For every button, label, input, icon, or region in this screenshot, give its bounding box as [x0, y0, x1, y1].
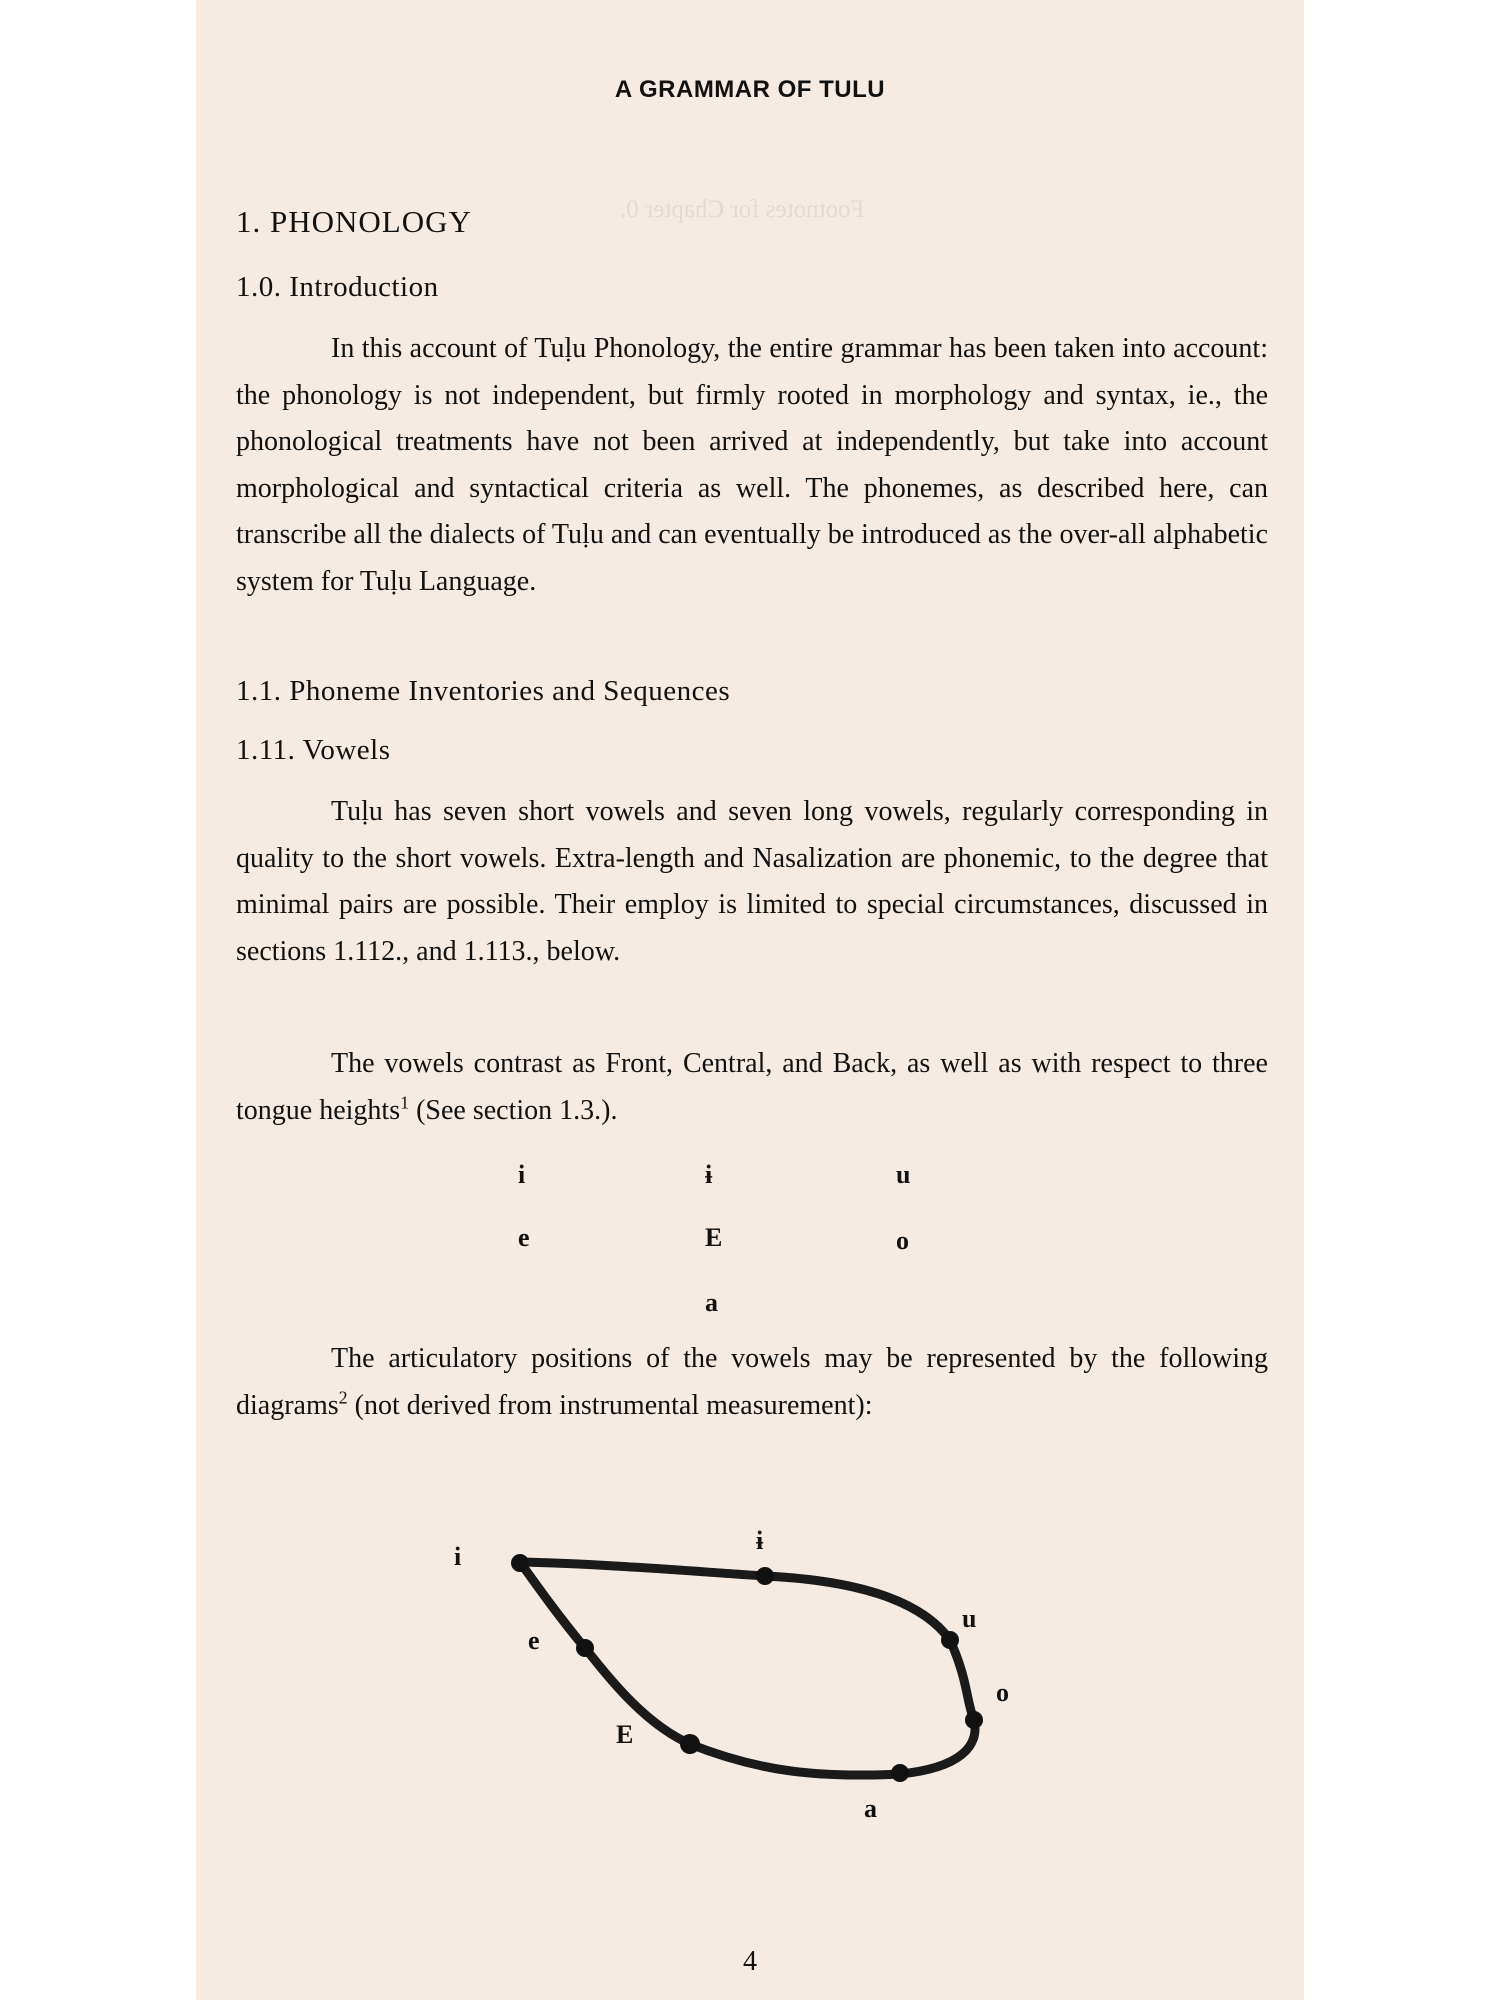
vowel-space-outline	[520, 1562, 975, 1775]
section-heading-inventories: 1.1. Phoneme Inventories and Sequences	[236, 675, 731, 707]
vowel-point-e	[576, 1639, 594, 1657]
diagram-label-e: e	[528, 1626, 540, 1655]
paragraph-vowels: Tuḷu has seven short vowels and seven long vowels, regularly corresponding in quality to the short vowels. Extra-length and Nasalization are phonemic, to the degree that minimal pairs are possible. Their employ is limited to special circumstances, discussed in sections 1.112., and 1.113., below.	[236, 796, 1268, 967]
vowel-central-mid: E	[705, 1223, 723, 1252]
footnote-mark-2: 2	[338, 1387, 348, 1408]
footnote-mark-1: 1	[400, 1092, 410, 1113]
vowel-front-high: i	[518, 1160, 526, 1189]
diagram-label-E: E	[616, 1720, 634, 1749]
contrast-text-after: (See section 1.3.).	[409, 1094, 618, 1126]
diagram-label-o: o	[996, 1678, 1009, 1707]
diagram-intro-text: The articulatory positions of the vowels may be represented by the following diagrams	[236, 1343, 1268, 1421]
vowel-point-u	[941, 1631, 959, 1649]
contrast-text: The vowels contrast as Front, Central, and Back, as well as with respect to three tongue heights	[236, 1048, 1268, 1126]
diagram-label-i: i	[454, 1542, 462, 1571]
vowel-point-central-high	[756, 1567, 774, 1585]
section-heading-vowels: 1.11. Vowels	[236, 734, 391, 766]
vowel-back-high: u	[896, 1160, 911, 1189]
diagram-intro-after: (not derived from instrumental measurement):	[347, 1389, 873, 1421]
vowel-point-a	[891, 1764, 909, 1782]
section-heading-introduction: 1.0. Introduction	[236, 271, 439, 303]
diagram-label-central-high: ɨ	[756, 1526, 764, 1555]
vowel-front-mid: e	[518, 1223, 530, 1252]
vowel-point-i	[511, 1554, 529, 1572]
diagram-label-a: a	[864, 1794, 877, 1823]
vowel-back-mid: o	[896, 1226, 909, 1255]
vowel-point-o	[965, 1711, 983, 1729]
vowel-central-high: ɨ	[705, 1160, 713, 1189]
page-number: 4	[743, 1946, 757, 1977]
vowel-point-E	[680, 1734, 700, 1754]
bleed-through-text: Footnotes for Chapter 0.	[620, 196, 865, 223]
running-head: A GRAMMAR OF TULU	[614, 76, 886, 103]
paragraph-introduction: In this account of Tuḷu Phonology, the entire grammar has been taken into account: the phonology is not independent, but firmly rooted in morphology and syntax, ie., the phonological treatments have not been arrived at independently, but take into account morphological and syntactical criteria as well. The phonemes, as described here, can transcribe all the dialects of Tuḷu and can eventually be introduced as the over-all alphabetic system for Tuḷu Language.	[236, 333, 1268, 597]
chapter-heading: 1. PHONOLOGY	[236, 204, 472, 239]
diagram-label-u: u	[962, 1604, 977, 1633]
vowel-central-low: a	[705, 1288, 718, 1317]
